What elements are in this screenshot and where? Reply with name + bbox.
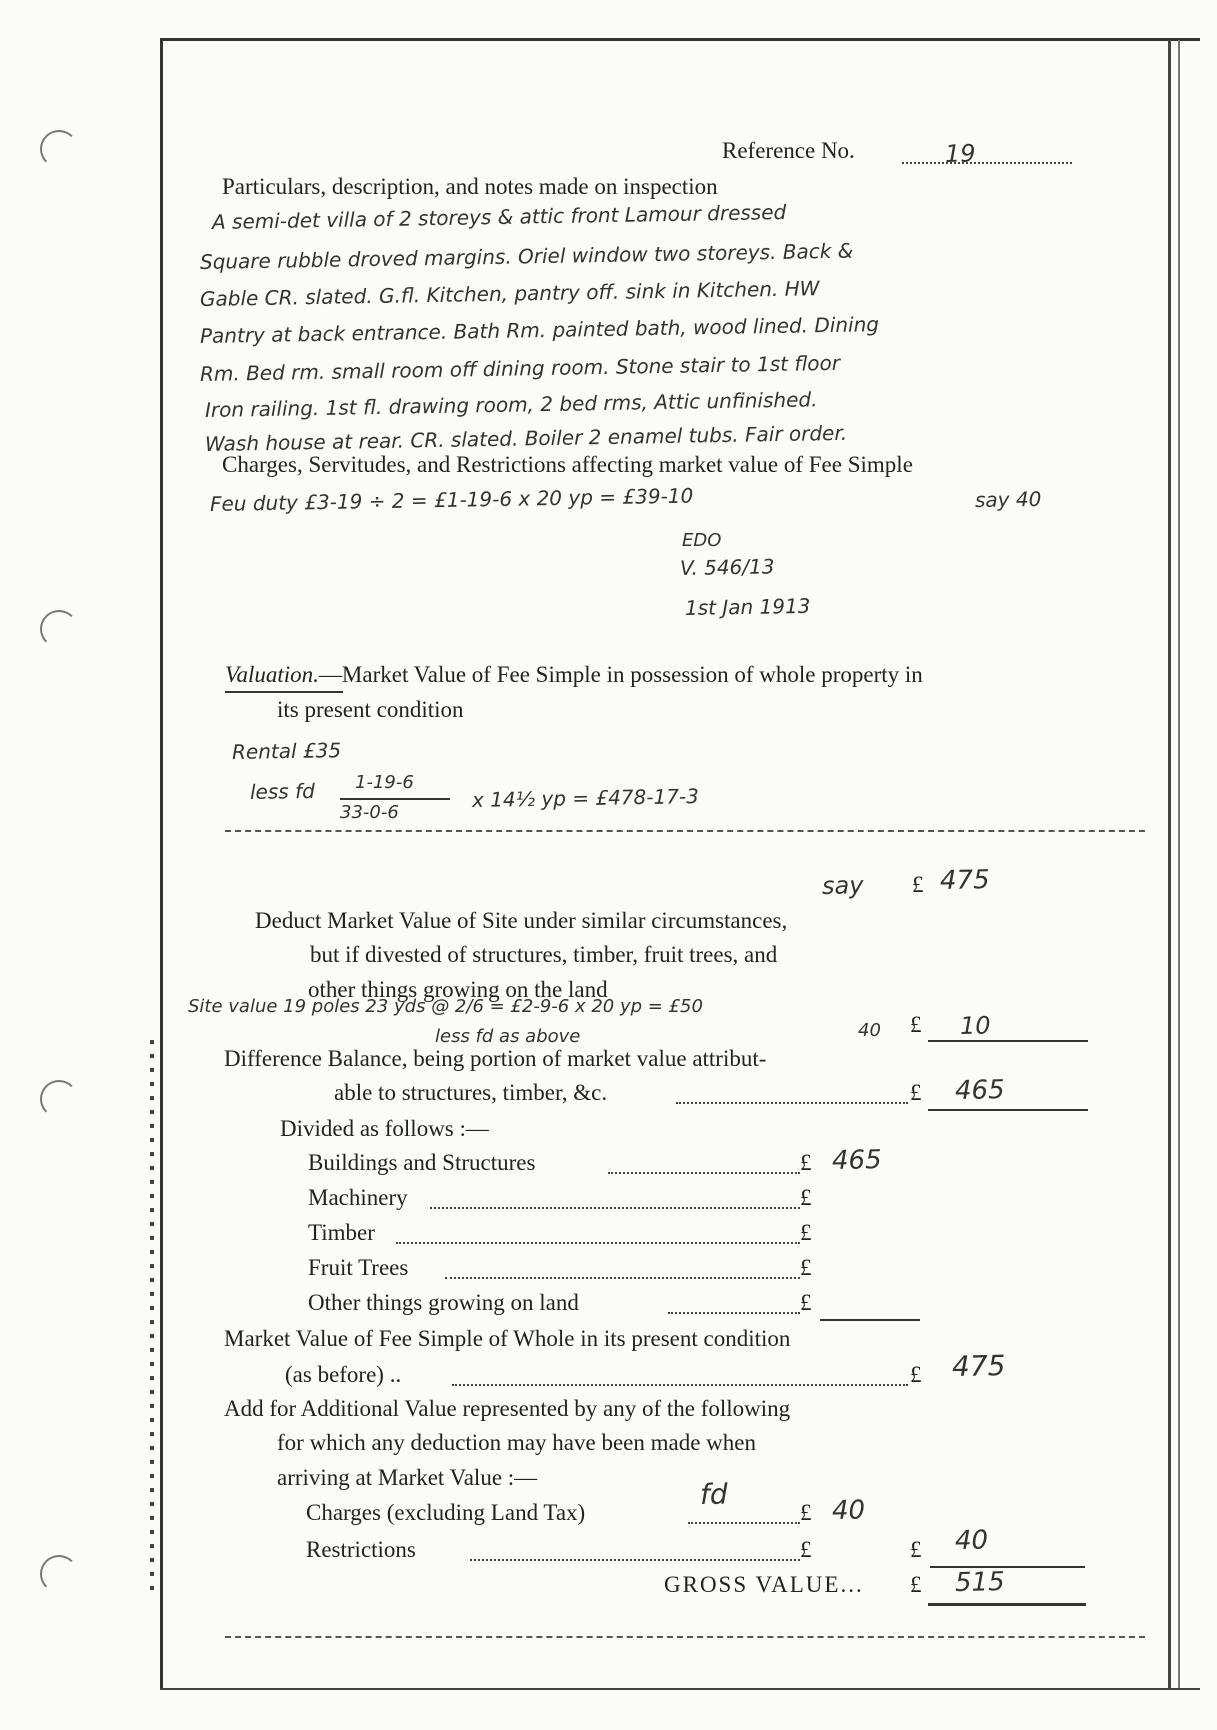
- particulars-line: Wash house at rear. CR. slated. Boiler 2 enamel tubs. Fair order.: [204, 420, 848, 456]
- particulars-heading: Particulars, description, and notes made on inspection: [222, 174, 718, 199]
- particulars-line: Pantry at back entrance. Bath Rm. painted bath, wood lined. Dining: [199, 312, 880, 348]
- item-pound: £: [800, 1220, 812, 1245]
- site-value-calc: Site value 19 poles 23 yds @ 2/6 = £2-9-6 x 20 yp = £50: [188, 996, 703, 1017]
- item-pound: £: [800, 1290, 812, 1315]
- additional-line1: Add for Additional Value represented by any of the following: [224, 1396, 791, 1421]
- charges-add-leader: [688, 1522, 800, 1524]
- difference-value: 465: [954, 1075, 1005, 1106]
- punch-hole-icon: [40, 610, 78, 648]
- market-whole-value: 475: [951, 1349, 1006, 1383]
- page-border-right-inner: [1178, 40, 1180, 1690]
- valuation-heading-italic: Valuation.: [225, 662, 319, 687]
- margin-perforation: [150, 1040, 154, 1600]
- charges-calc: Feu duty £3-19 ÷ 2 = £1-19-6 x 20 yp = £39-10: [209, 483, 694, 516]
- particulars-line: Gable CR. slated. G.fl. Kitchen, pantry off. sink in Kitchen. HW: [199, 276, 820, 311]
- item-leader: [445, 1277, 800, 1279]
- gross-underline: [928, 1603, 1086, 1606]
- edo-date: 1st Jan 1913: [684, 593, 811, 620]
- valuation-result: x 14½ yp = £478-17-3: [471, 784, 700, 812]
- charges-heading: Charges, Servitudes, and Restrictions affecting market value of Fee Simple: [222, 452, 913, 477]
- market-whole-line1: Market Value of Fee Simple of Whole in its present condition: [224, 1326, 791, 1351]
- punch-hole-icon: [40, 1080, 78, 1118]
- item-label: Timber: [308, 1220, 375, 1245]
- charges-add-pound: £: [800, 1500, 812, 1525]
- particulars-line: Rm. Bed rm. small room off dining room. Stone stair to 1st floor: [199, 350, 841, 386]
- item-label: Other things growing on land: [308, 1290, 579, 1315]
- deduct-line3: other things growing on the land: [308, 977, 608, 1002]
- site-less-fd: less fd as above: [435, 1026, 581, 1047]
- difference-underline: [928, 1109, 1088, 1111]
- item-leader: [430, 1207, 800, 1209]
- market-whole-leader: [452, 1384, 908, 1386]
- difference-line2: able to structures, timber, &c.: [334, 1080, 608, 1105]
- deduct-line1: Deduct Market Value of Site under similar circumstances,: [255, 908, 788, 933]
- edo-reference: V. 546/13: [679, 554, 775, 580]
- site-subtract: 40: [858, 1020, 881, 1041]
- fraction-numerator: 1-19-6: [355, 772, 414, 793]
- items-total-line: [820, 1319, 920, 1321]
- valuation-heading-rest: —Market Value of Fee Simple in possession of whole property in: [318, 662, 923, 687]
- deduct-line2: but if divested of structures, timber, fruit trees, and: [310, 942, 778, 967]
- deduct-underline: [928, 1040, 1088, 1042]
- fraction-bar: [340, 798, 450, 800]
- divided-heading: Divided as follows :—: [280, 1116, 489, 1141]
- difference-leader: [676, 1102, 908, 1104]
- valuation-heading-line2: its present condition: [277, 697, 464, 722]
- page-border-left: [160, 40, 163, 1690]
- charges-say: say 40: [974, 486, 1042, 512]
- difference-pound: £: [910, 1080, 922, 1105]
- charges-add-value: 40: [831, 1495, 866, 1526]
- item-label: Buildings and Structures: [308, 1150, 536, 1175]
- particulars-line: Iron railing. 1st fl. drawing room, 2 bed rms, Attic unfinished.: [204, 387, 818, 422]
- item-pound: £: [800, 1255, 812, 1280]
- gross-label: GROSS VALUE...: [664, 1572, 864, 1597]
- item-pound: £: [800, 1150, 812, 1175]
- item-label: Machinery: [308, 1185, 408, 1210]
- deduct-value: 10: [959, 1011, 991, 1040]
- reference-underline: [902, 162, 1072, 164]
- charges-add-label: Charges (excluding Land Tax): [306, 1500, 586, 1525]
- reference-label: Reference No.: [722, 138, 855, 163]
- reference-value: 19: [944, 139, 976, 168]
- additional-line3: arriving at Market Value :—: [277, 1465, 538, 1490]
- restrictions-pound: £: [800, 1537, 812, 1562]
- say-value: 475: [939, 865, 990, 896]
- say-label: say: [821, 871, 864, 900]
- bottom-divider: [225, 1636, 1145, 1638]
- item-leader: [396, 1242, 800, 1244]
- edo-stamp: EDO: [682, 530, 722, 551]
- charges-add-note: fd: [699, 1477, 728, 1511]
- item-pound: £: [800, 1185, 812, 1210]
- page-border-bottom: [160, 1688, 1200, 1690]
- punch-hole-icon: [40, 130, 78, 168]
- restrictions-label: Restrictions: [306, 1537, 416, 1562]
- valuation-heading: [225, 662, 923, 688]
- item-value: 465: [831, 1145, 882, 1176]
- market-whole-line2: (as before) ..: [285, 1362, 402, 1387]
- additional-underline: [930, 1566, 1085, 1568]
- divider: [225, 830, 1145, 832]
- additional-total-pound: £: [910, 1537, 922, 1562]
- gross-value: 515: [954, 1567, 1005, 1598]
- additional-total-value: 40: [954, 1525, 989, 1556]
- page-border-right: [1168, 40, 1171, 1690]
- restrictions-leader: [470, 1559, 800, 1561]
- item-label: Fruit Trees: [308, 1255, 409, 1280]
- item-leader: [608, 1172, 800, 1174]
- particulars-line: A semi-det villa of 2 storeys & attic front Lamour dressed: [211, 199, 787, 234]
- market-whole-pound: £: [910, 1362, 922, 1387]
- page-border-top: [160, 38, 1200, 41]
- particulars-line: Square rubble droved margins. Oriel window two storeys. Back &: [199, 238, 854, 274]
- fraction-denominator: 33-0-6: [340, 802, 399, 823]
- less-fd: less fd: [249, 778, 315, 804]
- gross-pound: £: [910, 1572, 922, 1597]
- say-pound: £: [912, 872, 924, 897]
- additional-line2: for which any deduction may have been made when: [277, 1430, 756, 1455]
- rental: Rental £35: [231, 738, 342, 764]
- difference-line1: Difference Balance, being portion of market value attribut-: [224, 1046, 767, 1071]
- punch-hole-icon: [40, 1555, 78, 1593]
- item-leader: [668, 1312, 800, 1314]
- deduct-pound: £: [910, 1012, 922, 1037]
- valuation-underline: [225, 691, 343, 693]
